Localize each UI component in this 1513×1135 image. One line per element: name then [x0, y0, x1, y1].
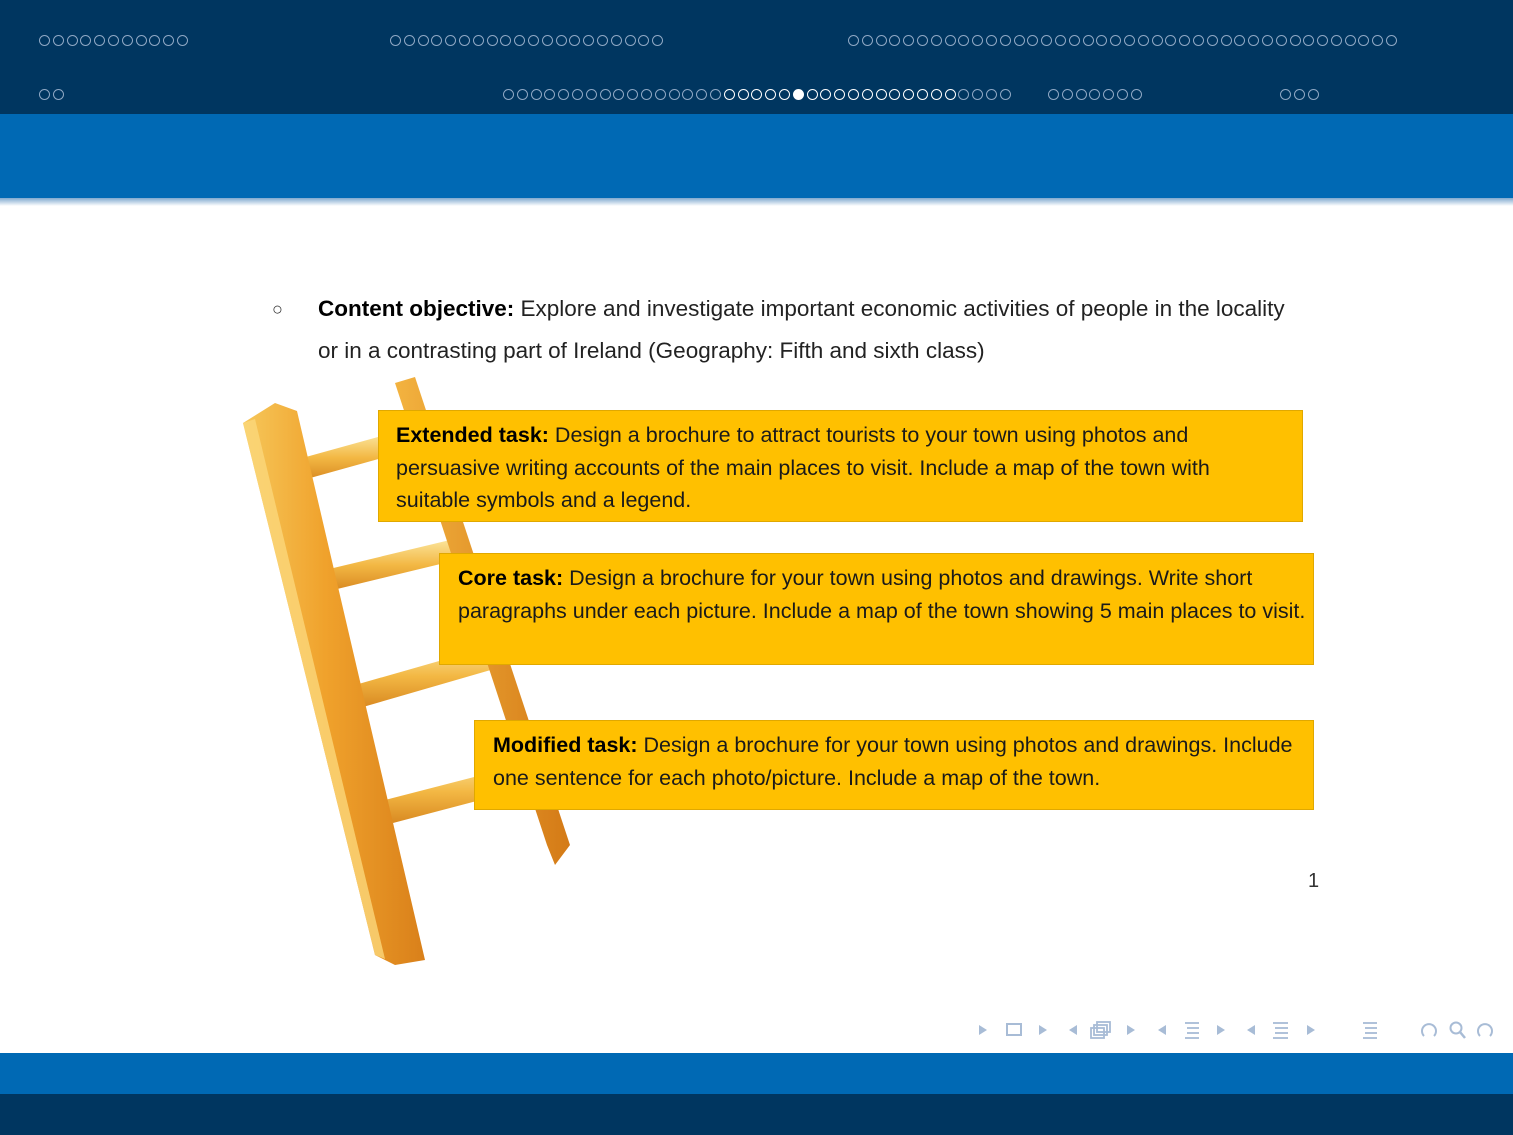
nav-frame-dot[interactable] [945, 89, 956, 100]
nav-frame-dot[interactable] [1069, 35, 1080, 46]
nav-frame-dot[interactable] [558, 89, 569, 100]
nav-frame-dot[interactable] [1317, 35, 1328, 46]
search-icon[interactable] [1451, 1023, 1462, 1034]
section-next-icon[interactable] [1307, 1025, 1315, 1035]
nav-frame-dot[interactable] [1386, 35, 1397, 46]
nav-frame-dot[interactable] [1294, 89, 1305, 100]
nav-frame-dot[interactable] [1276, 35, 1287, 46]
nav-frame-dot[interactable] [1308, 89, 1319, 100]
modified-task-label: Modified task: [493, 733, 638, 757]
nav-frame-dot[interactable] [1207, 35, 1218, 46]
nav-frame-dot[interactable] [986, 35, 997, 46]
nav-frame-dot[interactable] [696, 89, 707, 100]
nav-frame-dot[interactable] [945, 35, 956, 46]
nav-frame-dot[interactable] [611, 35, 622, 46]
nav-frame-dot[interactable] [751, 89, 762, 100]
nav-frame-dot[interactable] [641, 89, 652, 100]
nav-frame-dot[interactable] [39, 89, 50, 100]
nav-frame-dot[interactable] [122, 35, 133, 46]
nav-frame-dot[interactable] [1076, 89, 1087, 100]
nav-frame-dot[interactable] [556, 35, 567, 46]
page-number: 1 [1308, 870, 1320, 892]
nav-frame-dot[interactable] [1027, 35, 1038, 46]
nav-frame-dot[interactable] [1152, 35, 1163, 46]
nav-frame-dot[interactable] [53, 35, 64, 46]
nav-frame-dot[interactable] [1117, 89, 1128, 100]
nav-frame-dot[interactable] [682, 89, 693, 100]
nav-frame-dot[interactable] [1083, 35, 1094, 46]
nav-frame-dot[interactable] [779, 89, 790, 100]
nav-frame-dot[interactable] [445, 35, 456, 46]
nav-frame-dot[interactable] [834, 89, 845, 100]
nav-frame-dot[interactable] [473, 35, 484, 46]
nav-frame-dot[interactable] [431, 35, 442, 46]
section-icon[interactable] [1273, 1023, 1288, 1038]
nav-frame-dot[interactable] [710, 89, 721, 100]
nav-frame-dot[interactable] [67, 35, 78, 46]
redo-icon[interactable] [1478, 1024, 1492, 1036]
nav-frame-dot[interactable] [889, 89, 900, 100]
core-task-box [439, 553, 1314, 665]
slide-icon[interactable] [1007, 1024, 1021, 1035]
extended-task-label: Extended task: [396, 423, 549, 447]
nav-frame-dot[interactable] [586, 89, 597, 100]
nav-frame-dot[interactable] [569, 35, 580, 46]
nav-frame-dot[interactable] [1055, 35, 1066, 46]
nav-frame-dot[interactable] [514, 35, 525, 46]
nav-frame-dot[interactable] [517, 89, 528, 100]
nav-frame-dot[interactable] [1358, 35, 1369, 46]
nav-frame-dot[interactable] [583, 35, 594, 46]
nav-frame-dot[interactable] [986, 89, 997, 100]
nav-frame-dot[interactable] [903, 89, 914, 100]
nav-frame-dot[interactable] [652, 35, 663, 46]
nav-frame-dot[interactable] [136, 35, 147, 46]
nav-frame-dot[interactable] [876, 89, 887, 100]
nav-frame-dot[interactable] [1041, 35, 1052, 46]
footer-bar [0, 1094, 1513, 1135]
nav-frame-dot[interactable] [108, 35, 119, 46]
objective-label: Content objective: [318, 296, 515, 321]
nav-frame-dot[interactable] [1179, 35, 1190, 46]
nav-frame-dot[interactable] [958, 89, 969, 100]
nav-frame-dot[interactable] [931, 35, 942, 46]
nav-section-4[interactable] [39, 89, 67, 100]
nav-section-1[interactable] [39, 35, 191, 46]
nav-frame-dot[interactable] [765, 89, 776, 100]
nav-frame-dot[interactable] [503, 89, 514, 100]
nav-frame-dot[interactable] [1262, 35, 1273, 46]
nav-frame-dot[interactable] [94, 35, 105, 46]
nav-frame-dot[interactable] [1234, 35, 1245, 46]
nav-frame-dot[interactable] [807, 89, 818, 100]
nav-frame-dot[interactable] [1248, 35, 1259, 46]
nav-frame-dot[interactable] [542, 35, 553, 46]
nav-frame-dot[interactable] [1110, 35, 1121, 46]
nav-frame-dot[interactable] [862, 89, 873, 100]
slide-prev-icon[interactable] [979, 1025, 987, 1035]
nav-frame-dot[interactable] [1372, 35, 1383, 46]
nav-frame-dot[interactable] [1089, 89, 1100, 100]
nav-frame-dot[interactable] [889, 35, 900, 46]
nav-frame-dot[interactable] [931, 89, 942, 100]
nav-frame-dot[interactable] [404, 35, 415, 46]
title-band [0, 114, 1513, 198]
nav-frame-dot[interactable] [1096, 35, 1107, 46]
navigation-symbols [975, 1016, 1495, 1044]
nav-frame-dot[interactable] [625, 35, 636, 46]
nav-frame-dot[interactable] [53, 89, 64, 100]
objective-body: Explore and investigate important economic activities of people in the locality or in a contrasting part of Ireland (Geography: Fifth and sixth class) [318, 296, 1285, 363]
modified-task-text: Design a brochure for your town using photos and drawings. Include one sentence for each photo/picture. Include a map of the town. [493, 733, 1293, 790]
frame-next-icon[interactable] [1127, 1025, 1135, 1035]
nav-frame-dot[interactable] [177, 35, 188, 46]
nav-frame-dot[interactable] [638, 35, 649, 46]
nav-frame-dot[interactable] [600, 89, 611, 100]
nav-frame-dot[interactable] [1048, 89, 1059, 100]
nav-frame-dot[interactable] [1014, 35, 1025, 46]
nav-frame-dot[interactable] [459, 35, 470, 46]
core-task-label: Core task: [458, 566, 564, 590]
toc-icon[interactable] [1363, 1023, 1377, 1038]
nav-frame-dot[interactable] [627, 89, 638, 100]
nav-frame-dot[interactable] [500, 35, 511, 46]
subsection-prev-icon[interactable] [1158, 1025, 1166, 1035]
nav-frame-dot[interactable] [793, 89, 804, 100]
nav-frame-dot[interactable] [655, 89, 666, 100]
nav-frame-dot[interactable] [1124, 35, 1135, 46]
nav-frame-dot[interactable] [848, 35, 859, 46]
nav-section-7[interactable] [1280, 89, 1321, 100]
frame-prev-icon[interactable] [1069, 1025, 1077, 1035]
nav-frame-dot[interactable] [669, 89, 680, 100]
nav-frame-dot[interactable] [149, 35, 160, 46]
nav-frame-dot[interactable] [39, 35, 50, 46]
nav-frame-dot[interactable] [597, 35, 608, 46]
nav-section-5[interactable] [503, 89, 1013, 100]
modified-task-box [474, 720, 1314, 810]
extended-task-box [378, 410, 1303, 522]
frame-icon[interactable] [1091, 1022, 1110, 1038]
subsection-next-icon[interactable] [1217, 1025, 1225, 1035]
content-objective [272, 288, 1302, 372]
nav-frame-dot[interactable] [903, 35, 914, 46]
nav-frame-dot[interactable] [1165, 35, 1176, 46]
nav-frame-dot[interactable] [1303, 35, 1314, 46]
nav-section-6[interactable] [1048, 89, 1145, 100]
nav-frame-dot[interactable] [958, 35, 969, 46]
nav-frame-dot[interactable] [917, 35, 928, 46]
core-task-text: Design a brochure for your town using photos and drawings. Write short paragraphs under each picture. Include a map of the town showing 5 main places to visit. [458, 566, 1306, 623]
nav-frame-dot[interactable] [544, 89, 555, 100]
nav-frame-dot[interactable] [1331, 35, 1342, 46]
nav-frame-dot[interactable] [848, 89, 859, 100]
nav-frame-dot[interactable] [613, 89, 624, 100]
nav-frame-dot[interactable] [862, 35, 873, 46]
nav-frame-dot[interactable] [163, 35, 174, 46]
extended-task-text: Design a brochure to attract tourists to your town using photos and persuasive writing accounts of the main places to visit. Include a map of the town with suitable symbols and a legend. [396, 423, 1210, 512]
nav-section-3[interactable] [848, 35, 1400, 46]
nav-frame-dot[interactable] [820, 89, 831, 100]
nav-frame-dot[interactable] [1290, 35, 1301, 46]
nav-frame-dot[interactable] [1221, 35, 1232, 46]
nav-frame-dot[interactable] [487, 35, 498, 46]
nav-frame-dot[interactable] [418, 35, 429, 46]
subsection-icon[interactable] [1185, 1023, 1199, 1038]
title-band-shadow [0, 198, 1513, 206]
nav-frame-dot[interactable] [1138, 35, 1149, 46]
slide-next-icon[interactable] [1039, 1025, 1047, 1035]
nav-frame-dot[interactable] [876, 35, 887, 46]
nav-frame-dot[interactable] [1000, 35, 1011, 46]
nav-frame-dot[interactable] [1000, 89, 1011, 100]
nav-frame-dot[interactable] [1062, 89, 1073, 100]
nav-frame-dot[interactable] [1280, 89, 1291, 100]
nav-frame-dot[interactable] [1193, 35, 1204, 46]
nav-section-2[interactable] [390, 35, 666, 46]
nav-frame-dot[interactable] [390, 35, 401, 46]
nav-frame-dot[interactable] [1131, 89, 1142, 100]
nav-frame-dot[interactable] [1345, 35, 1356, 46]
objective-text [318, 288, 1302, 372]
nav-frame-dot[interactable] [572, 89, 583, 100]
nav-frame-dot[interactable] [724, 89, 735, 100]
nav-frame-dot[interactable] [972, 89, 983, 100]
section-prev-icon[interactable] [1247, 1025, 1255, 1035]
footer-band [0, 1053, 1513, 1094]
nav-frame-dot[interactable] [80, 35, 91, 46]
nav-frame-dot[interactable] [528, 35, 539, 46]
nav-frame-dot[interactable] [972, 35, 983, 46]
nav-frame-dot[interactable] [738, 89, 749, 100]
undo-icon[interactable] [1422, 1024, 1436, 1036]
bullet-icon: ○ [272, 299, 283, 319]
nav-frame-dot[interactable] [917, 89, 928, 100]
nav-frame-dot[interactable] [531, 89, 542, 100]
nav-frame-dot[interactable] [1103, 89, 1114, 100]
